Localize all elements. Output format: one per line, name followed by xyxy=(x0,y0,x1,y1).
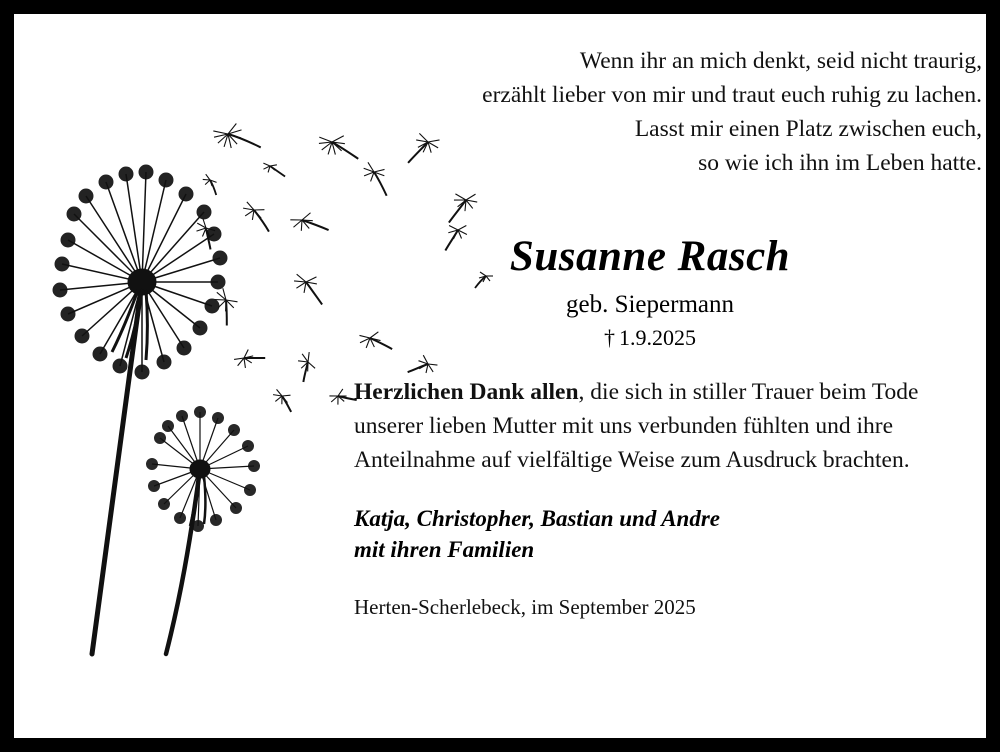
notice-text-column xyxy=(340,14,986,738)
family-signature xyxy=(354,503,986,565)
death-date-value: 1.9.2025 xyxy=(619,325,696,350)
maiden-name: geb. Siepermann xyxy=(565,291,734,318)
verse-line-3: Lasst mir einen Platz zwischen euch, xyxy=(634,116,982,142)
dandelion-head-large xyxy=(53,165,227,379)
verse-line-2: erzählt lieber von mir und traut euch ruhig zu lachen. xyxy=(482,82,982,108)
notice-inner xyxy=(14,14,986,738)
place-and-date: Herten-Scherlebeck, im September 2025 xyxy=(354,595,696,619)
deceased-name: Susanne Rasch xyxy=(509,233,791,280)
verse-line-4: so wie ich ihn im Leben hatte. xyxy=(698,150,982,176)
family-suffix: mit ihren Familien xyxy=(354,537,535,562)
thanks-body: , die sich in stiller Trauer beim Tode unserer lieben Mutter mit uns verbunden fühlten und ihre Anteilnahme auf vielfältige Weise zum Ausdruck brachten. xyxy=(354,379,919,473)
thanks-lead-in: Herzlichen Dank allen xyxy=(354,379,579,405)
cross-icon: † xyxy=(604,325,615,350)
verse-line-1: Wenn ihr an mich denkt, seid nicht traurig, xyxy=(579,48,982,74)
thanks-paragraph xyxy=(354,375,978,477)
verse-block xyxy=(340,44,982,180)
death-date xyxy=(340,325,960,351)
family-names: Katja, Christopher, Bastian und Andre xyxy=(354,506,721,531)
dandelion-head-small xyxy=(147,407,260,532)
